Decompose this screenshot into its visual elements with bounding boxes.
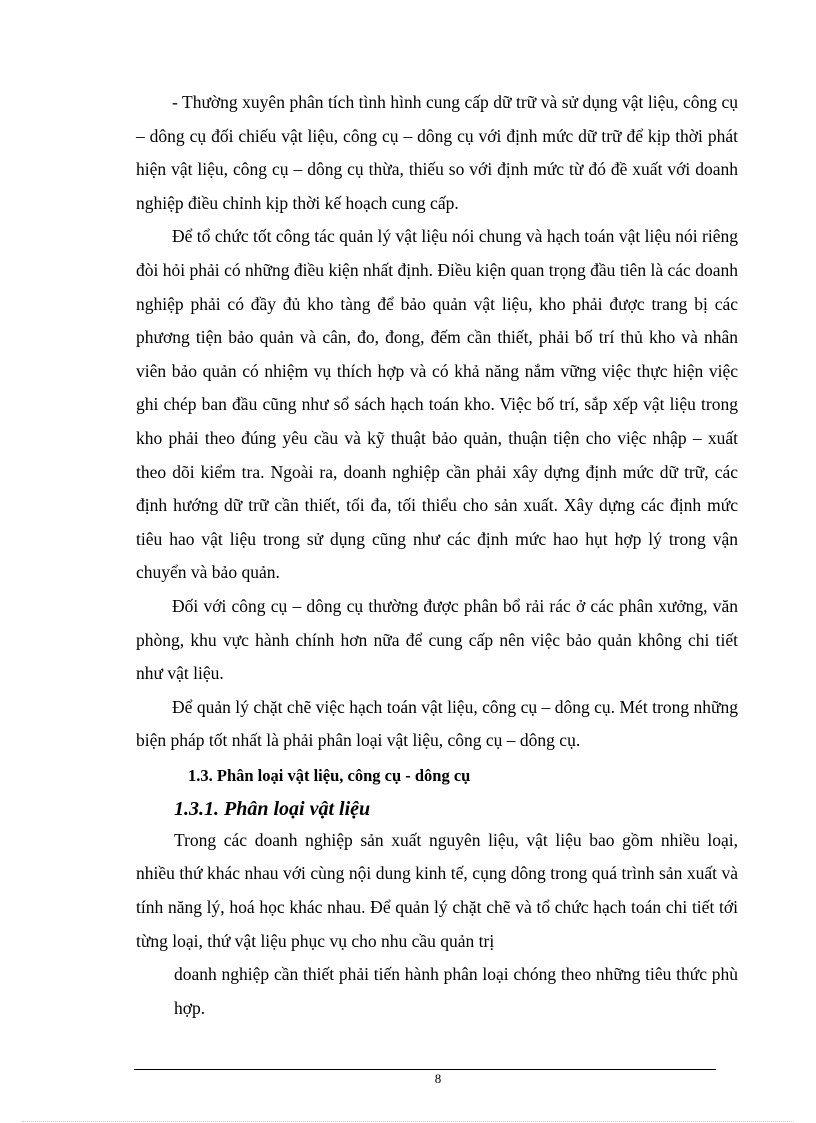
subsection-heading-1-3-1: 1.3.1. Phân loại vật liệu bbox=[174, 797, 371, 820]
paragraph-3: Đối với công cụ – dông cụ thường được phân bổ rải rác ở các phân xưởng, văn phòng, khu vực hành chính hơn nữa để cung cấp nên việc bảo quản không chi tiết như vật liệu. bbox=[136, 595, 738, 684]
page-edge-divider bbox=[22, 1121, 794, 1122]
paragraph-4: Để quản lý chặt chẽ việc hạch toán vật liệu, công cụ – dông cụ. Mét trong những biện pháp tốt nhất là phải phân loại vật liệu, công cụ – dông cụ. bbox=[136, 696, 738, 751]
paragraph-5: Trong các doanh nghiệp sản xuất nguyên liệu, vật liệu bao gồm nhiều loại, nhiều thứ khác nhau với cùng nội dung kinh tế, cụng dông trong quá trình sản xuất và tính năng lý, hoá học khác nhau. Để quản lý chặt chẽ và tổ chức hạch toán chi tiết tới từng loại, thứ vật liệu phục vụ cho nhu cầu quản trị bbox=[136, 829, 738, 951]
footer-divider bbox=[134, 1069, 716, 1070]
page-number: 8 bbox=[434, 1071, 442, 1086]
paragraph-2: Để tổ chức tốt công tác quản lý vật liệu nói chung và hạch toán vật liệu nói riêng đòi hỏi phải có những điều kiện nhất định. Điều kiện quan trọng đầu tiên là các doanh nghiệp phải có đầy đủ kho tàng để bảo quản vật liệu, kho phải được trang bị các phương tiện bảo quản và cân, đo, đong, đếm cần thiết, phải bố trí thủ kho và nhân viên bảo quản có nhiệm vụ thích hợp và có khả năng nắm vững việc thực hiện việc ghi chép ban đầu cũng như sổ sách hạch toán kho. Việc bố trí, sắp xếp vật liệu trong kho phải theo đúng yêu cầu và kỹ thuật bảo quản, thuận tiện cho việc nhập – xuất theo dõi kiểm tra. Ngoài ra, doanh nghiệp cần phải xây dựng định mức dữ trữ, các định hướng dữ trữ cần thiết, tối đa, tối thiểu cho sản xuất. Xây dựng các định mức tiêu hao vật liệu trong sử dụng cũng như các định mức hao hụt hợp lý trong vận chuyển và bảo quản. bbox=[136, 226, 738, 583]
body-text bbox=[136, 86, 738, 1025]
section-heading-1-3: 1.3. Phân loại vật liệu, công cụ - dông cụ bbox=[188, 765, 471, 785]
paragraph-1: - Thường xuyên phân tích tình hình cung cấp dữ trữ và sử dụng vật liệu, công cụ – dông cụ đối chiếu vật liệu, công cụ – dông cụ với định mức dữ trữ để kịp thời phát hiện vật liệu, công cụ – dông cụ thừa, thiếu so với định mức từ đó đề xuất với doanh nghiệp điều chỉnh kịp thời kế hoạch cung cấp. bbox=[136, 92, 738, 213]
paragraph-5-continued: doanh nghiệp cần thiết phải tiến hành phân loại chóng theo những tiêu thức phù hợp. bbox=[174, 964, 738, 1018]
